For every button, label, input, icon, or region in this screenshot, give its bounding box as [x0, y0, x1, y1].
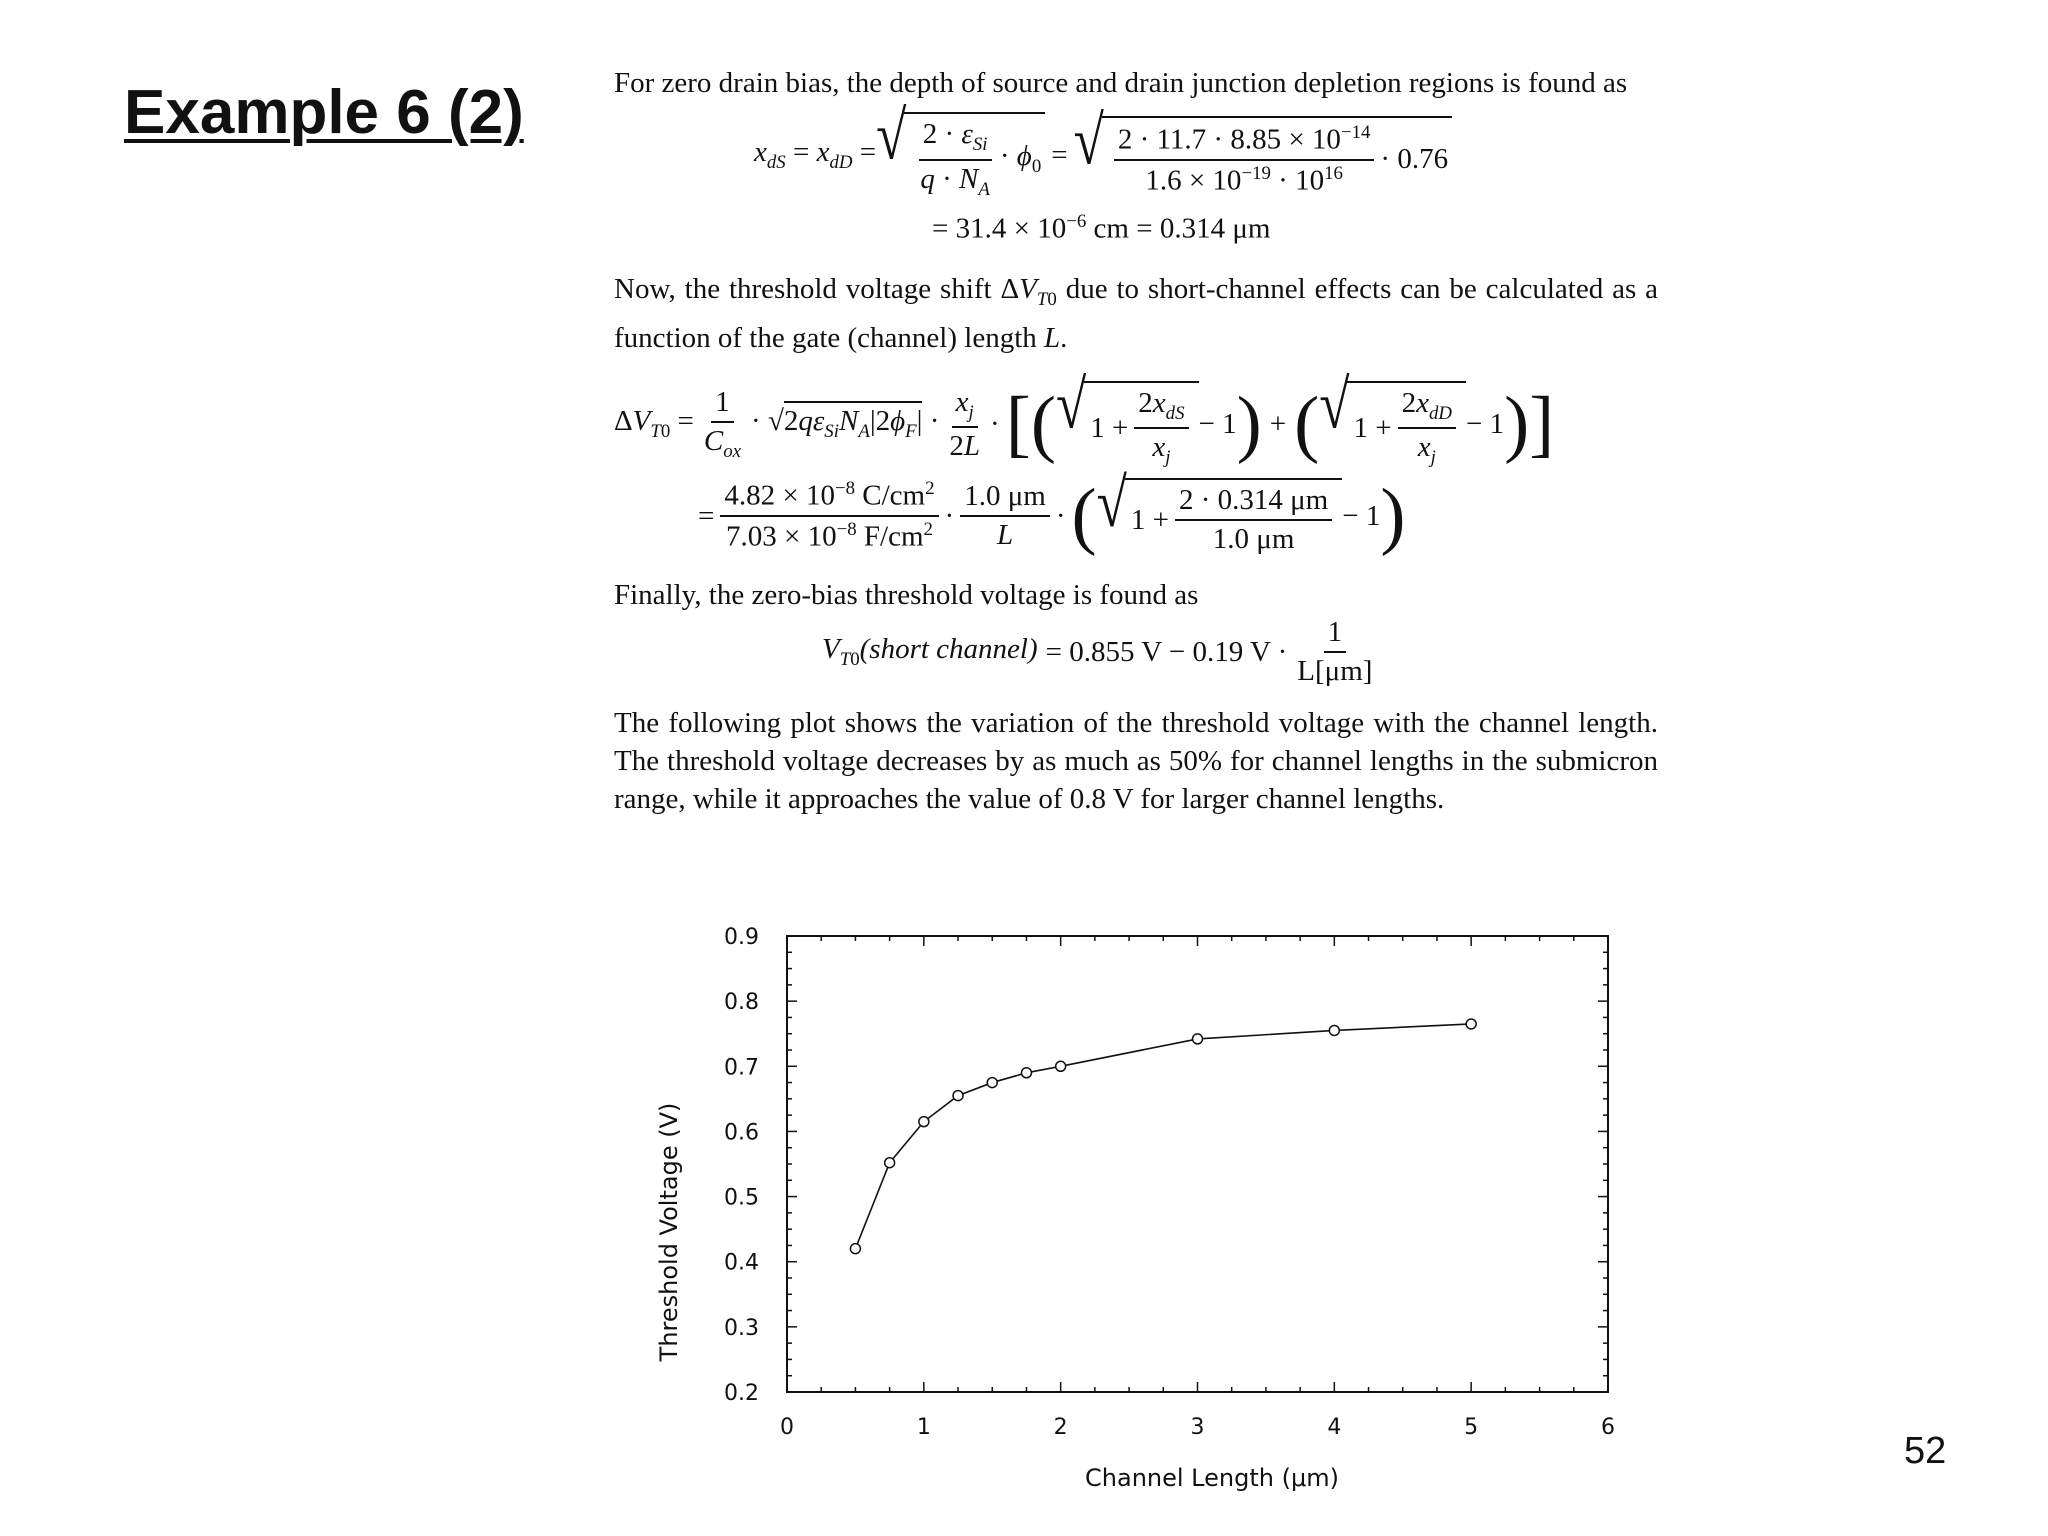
page-number: 52 — [1904, 1430, 1947, 1472]
plot-frame — [787, 936, 1608, 1392]
threshold-shift-equation: $\Delta V_{T0}$ = $\frac{1}{C_{ox}}$ · $√2q\varepsilon_{Si}N_A|2\phi_F|$ · $\frac{x_j}{2L}$ · [( √ 1 + $\frac{2x_{dS}}{x_j}$ − 1 ) + ( √ 1 + $\frac{2x_{dD}}{x_j}$ − 1 )] = $\frac{4.82 \times 10^{-8} C/cm^2}{7.03 \times 10^{-8} F/cm^2}$ · $\frac{1.0 \mu m}{L}$ · ( √ 1 + $\frac{2 \cdot 0.314 \mu m}{1.0 \mu m}$ − 1 ) — [614, 366, 1555, 557]
y-tick-label: 0.3 — [724, 1315, 759, 1341]
threshold-voltage-chart — [620, 920, 1640, 1515]
y-tick-label: 0.8 — [724, 990, 759, 1016]
data-point — [1021, 1068, 1031, 1078]
data-point — [953, 1091, 963, 1101]
threshold-shift-paragraph: Now, the threshold voltage shift $\Delta V_{T0}$ due to short-channel effects can be calculated as a function of the gate (channel) length L. — [614, 272, 1659, 354]
x-tick-label: 3 — [1190, 1415, 1205, 1440]
data-point — [1466, 1019, 1476, 1029]
data-point — [1329, 1025, 1339, 1035]
plot-description-paragraph: The following plot shows the variation of the threshold voltage with the channel length. The threshold voltage decreases by as much as 50% for channel lengths in the submicron range, while it approaches the value of 0.8 V for larger channel lengths. — [614, 707, 1658, 816]
x-axis-label: Channel Length (μm) — [1085, 1464, 1339, 1492]
x-tick-label: 6 — [1601, 1415, 1615, 1440]
data-point — [885, 1158, 895, 1168]
data-point — [987, 1078, 997, 1088]
x-tick-label: 4 — [1327, 1415, 1342, 1440]
y-tick-label: 0.4 — [724, 1250, 759, 1276]
intro-paragraph: For zero drain bias, the depth of source and drain junction depletion regions is found as — [614, 67, 1628, 99]
chart-svg — [620, 920, 1640, 1510]
slide-content — [614, 64, 1658, 818]
data-point — [1056, 1061, 1066, 1071]
final-paragraph: Finally, the zero-bias threshold voltage is found as — [614, 579, 1199, 612]
slide-title: Example 6 (2) — [124, 78, 524, 147]
y-tick-label: 0.5 — [724, 1185, 759, 1211]
series-line — [855, 1024, 1471, 1249]
x-tick-label: 5 — [1464, 1415, 1479, 1440]
y-axis-label: Threshold Voltage (V) — [655, 1102, 683, 1362]
x-tick-label: 2 — [1053, 1415, 1068, 1440]
y-tick-label: 0.9 — [724, 925, 759, 950]
data-point — [919, 1117, 929, 1127]
y-tick-label: 0.6 — [724, 1120, 759, 1146]
y-tick-label: 0.7 — [724, 1055, 759, 1081]
zero-bias-threshold-equation: $V_{T0}(short$ channel) = 0.855 V − 0.19 V · $\frac{1}{L[\mu m]}$ — [822, 616, 1373, 688]
depletion-depth-equation: $x_{dS} = x_{dD}$ = √ $\frac{2 \cdot \varepsilon_{Si}}{q \cdot N_A}$ · $\phi_0$ = √ $\frac{2 \cdot 11.7 \cdot 8.85 \times 10^{-14}}{1.6 \times 10^{-19} \cdot 10^{16}}$ · 0.76 = $31.4 \times 10^{-6}$ cm = 0.314 μm — [754, 112, 1658, 244]
x-tick-label: 0 — [780, 1415, 794, 1440]
x-tick-label: 1 — [916, 1415, 931, 1440]
data-point — [1193, 1034, 1203, 1044]
y-tick-label: 0.2 — [724, 1381, 759, 1406]
data-point — [850, 1244, 860, 1254]
